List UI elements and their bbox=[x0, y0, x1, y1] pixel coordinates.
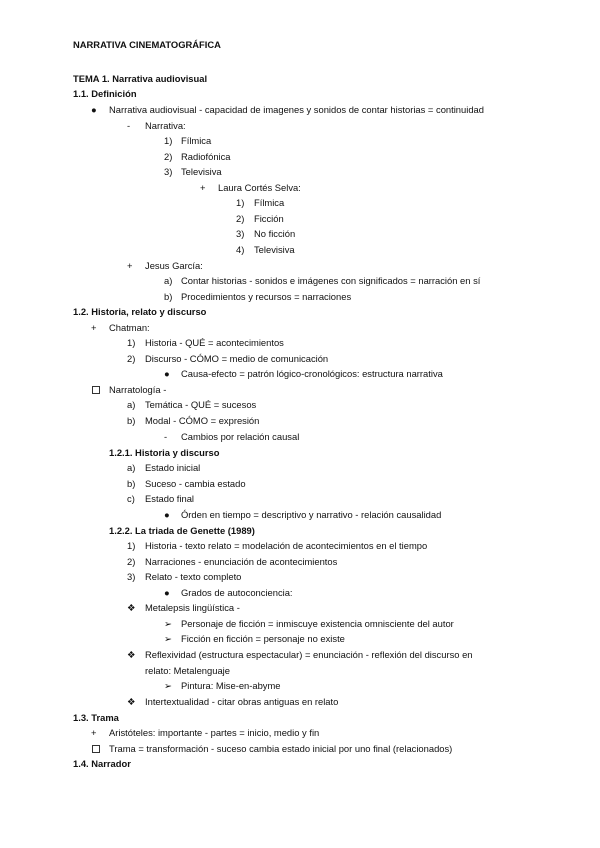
list-item: Trama = transformación - suceso cambia estado inicial por uno final (relacionados) bbox=[109, 743, 453, 754]
list-number: 2) bbox=[127, 556, 136, 567]
list-item: Intertextualidad - citar obras antiguas en relato bbox=[145, 696, 339, 707]
diamond-icon: ❖ bbox=[127, 649, 136, 660]
list-letter: c) bbox=[127, 493, 135, 504]
section-1-3-heading: 1.3. Trama bbox=[73, 712, 119, 723]
arrow-icon: ➢ bbox=[164, 633, 172, 644]
list-number: 1) bbox=[127, 540, 136, 551]
list-item: Narrativa: bbox=[145, 120, 186, 131]
list-item: Causa-efecto = patrón lógico-cronológicos: estructura narrativa bbox=[181, 368, 443, 379]
plus-icon: + bbox=[91, 727, 97, 738]
section-1-1-heading: 1.1. Definición bbox=[73, 88, 137, 99]
list-item: Laura Cortés Selva: bbox=[218, 182, 301, 193]
tema-heading: TEMA 1. Narrativa audiovisual bbox=[73, 73, 208, 84]
list-number: 4) bbox=[236, 244, 245, 255]
list-item: Fílmica bbox=[254, 197, 285, 208]
list-item: Órden en tiempo = descriptivo y narrativo - relación causalidad bbox=[181, 509, 442, 520]
list-item: No ficción bbox=[254, 228, 296, 239]
list-letter: a) bbox=[164, 275, 173, 286]
checkbox-icon bbox=[92, 745, 100, 753]
list-number: 3) bbox=[236, 228, 245, 239]
list-letter: b) bbox=[127, 415, 136, 426]
arrow-icon: ➢ bbox=[164, 618, 172, 629]
list-item: Televisiva bbox=[181, 166, 222, 177]
dash-icon: - bbox=[164, 431, 168, 442]
list-item: Televisiva bbox=[254, 244, 295, 255]
list-item: Personaje de ficción = inmiscuye existencia omnisciente del autor bbox=[181, 618, 454, 629]
list-item: Discurso - CÓMO = medio de comunicación bbox=[145, 353, 329, 364]
list-number: 1) bbox=[164, 135, 173, 146]
list-number: 2) bbox=[236, 213, 245, 224]
list-item: Fílmica bbox=[181, 135, 212, 146]
list-item: Jesus García: bbox=[145, 260, 203, 271]
list-item: Historia - texto relato = modelación de acontecimientos en el tiempo bbox=[145, 540, 428, 551]
list-number: 1) bbox=[236, 197, 245, 208]
list-item: Relato - texto completo bbox=[145, 571, 242, 582]
list-item: Modal - CÓMO = expresión bbox=[145, 415, 260, 426]
list-item: Ficción bbox=[254, 213, 284, 224]
section-1-4-heading: 1.4. Narrador bbox=[73, 758, 131, 769]
plus-icon: + bbox=[200, 182, 206, 193]
list-number: 3) bbox=[164, 166, 173, 177]
list-item: Radiofónica bbox=[181, 151, 231, 162]
section-1-2-2-heading: 1.2.2. La triada de Genette (1989) bbox=[109, 525, 255, 536]
list-letter: a) bbox=[127, 462, 136, 473]
list-item: Aristóteles: importante - partes = inicio, medio y fin bbox=[109, 727, 320, 738]
list-item: Historia - QUÉ = acontecimientos bbox=[145, 337, 284, 348]
dash-icon: - bbox=[127, 120, 131, 131]
list-item: Estado final bbox=[145, 493, 194, 504]
bullet-icon: ● bbox=[164, 587, 170, 598]
list-number: 1) bbox=[127, 337, 136, 348]
list-letter: a) bbox=[127, 399, 136, 410]
list-item: Metalepsis lingüística - bbox=[145, 602, 240, 613]
list-item: Narraciones - enunciación de acontecimientos bbox=[145, 556, 338, 567]
arrow-icon: ➢ bbox=[164, 680, 172, 691]
plus-icon: + bbox=[91, 322, 97, 333]
list-item: Pintura: Mise-en-abyme bbox=[181, 680, 281, 691]
diamond-icon: ❖ bbox=[127, 602, 136, 613]
list-number: 2) bbox=[127, 353, 136, 364]
section-1-2-1-heading: 1.2.1. Historia y discurso bbox=[109, 447, 220, 458]
plus-icon: + bbox=[127, 260, 133, 271]
list-item-continuation: relato: Metalenguaje bbox=[145, 665, 230, 676]
list-item: Cambios por relación causal bbox=[181, 431, 300, 442]
list-item: Procedimientos y recursos = narraciones bbox=[181, 291, 352, 302]
bullet-icon: ● bbox=[164, 509, 170, 520]
list-item: Narratología - bbox=[109, 384, 167, 395]
list-item: Chatman: bbox=[109, 322, 150, 333]
bullet-icon: ● bbox=[91, 104, 97, 115]
list-item: Contar historias - sonidos e imágenes con significados = narración en sí bbox=[181, 275, 481, 286]
list-item: Suceso - cambia estado bbox=[145, 478, 246, 489]
list-item: Grados de autoconciencia: bbox=[181, 587, 293, 598]
list-item: Temática - QUÉ = sucesos bbox=[145, 399, 257, 410]
bullet-icon: ● bbox=[164, 368, 170, 379]
document-title: NARRATIVA CINEMATOGRÁFICA bbox=[73, 39, 221, 50]
list-item: Narrativa audiovisual - capacidad de imagenes y sonidos de contar historias = continuidad bbox=[109, 104, 484, 115]
list-letter: b) bbox=[164, 291, 173, 302]
checkbox-icon bbox=[92, 386, 100, 394]
list-number: 2) bbox=[164, 151, 173, 162]
list-item: Ficción en ficción = personaje no existe bbox=[181, 633, 345, 644]
list-item: Reflexividad (estructura espectacular) = enunciación - reflexión del discurso en bbox=[145, 649, 473, 660]
list-number: 3) bbox=[127, 571, 136, 582]
diamond-icon: ❖ bbox=[127, 696, 136, 707]
list-letter: b) bbox=[127, 478, 136, 489]
list-item: Estado inicial bbox=[145, 462, 201, 473]
section-1-2-heading: 1.2. Historia, relato y discurso bbox=[73, 306, 207, 317]
